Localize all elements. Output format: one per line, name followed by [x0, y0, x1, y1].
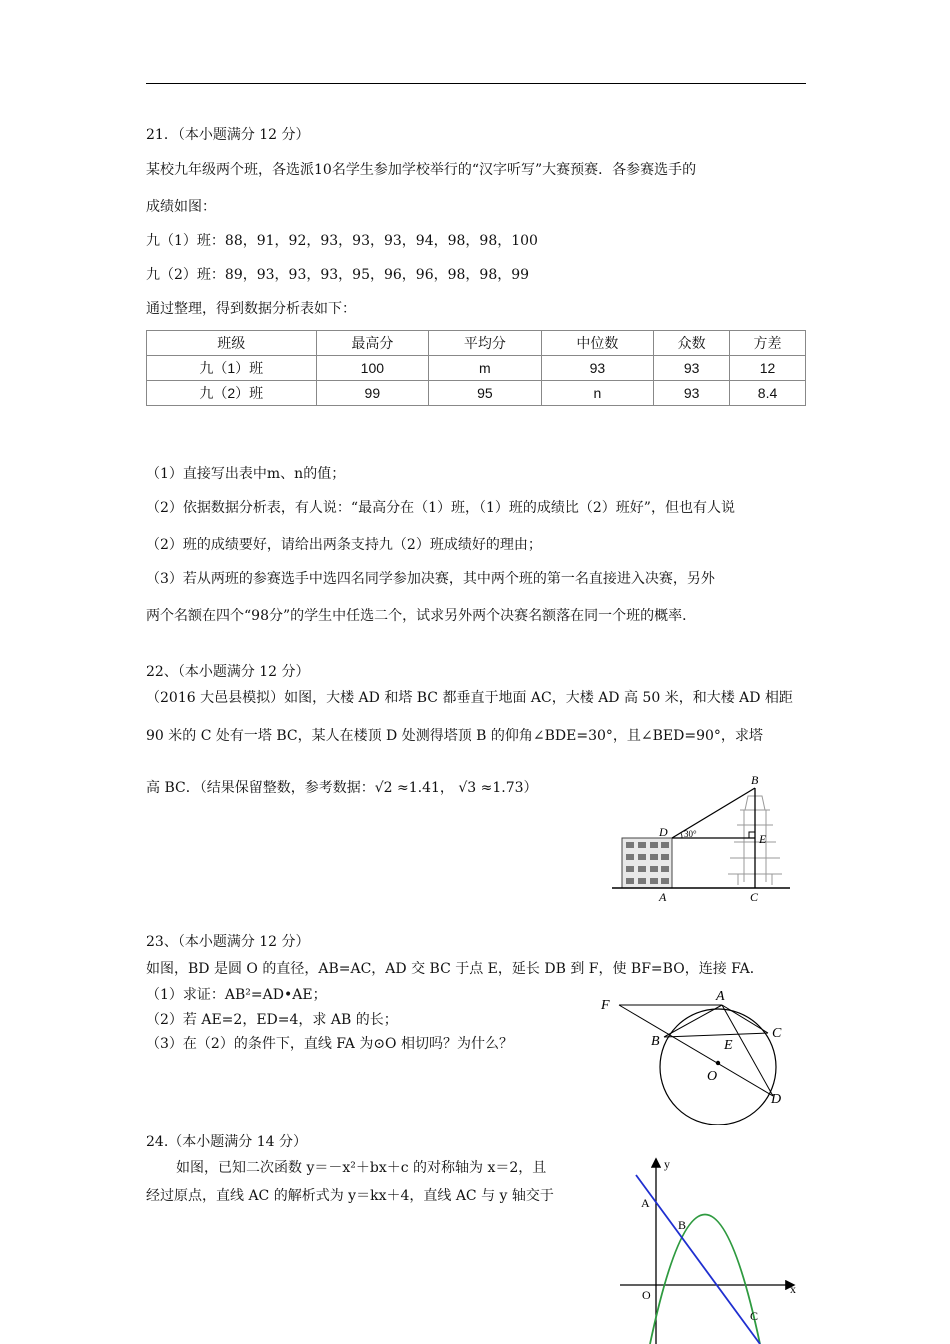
q21-intro-line2: 成绩如图： [146, 199, 216, 215]
parabola-curve [650, 1215, 760, 1344]
table-header-cell: 最高分 [316, 331, 429, 356]
label-o: O [642, 1288, 651, 1302]
q22-line3: 高 BC．（结果保留整数，参考数据：√2 ≈1.41， √3 ≈1.73） [146, 780, 538, 796]
table-cell: 8.4 [730, 381, 806, 406]
q24-figure [610, 1155, 805, 1344]
table-cell: 93 [654, 381, 730, 406]
q23-part3: （3）在（2）的条件下，直线 FA 为⊙O 相切吗？为什么？ [146, 1036, 513, 1052]
q24-line1: 如图，已知二次函数 y＝－x²＋bx＋c 的对称轴为 x＝2，且 [176, 1160, 547, 1176]
q21-table-intro: 通过整理，得到数据分析表如下： [146, 301, 356, 317]
label-e: E [759, 832, 767, 846]
line-ac [636, 1175, 760, 1344]
label-b: B [751, 773, 759, 787]
table-cell: 93 [654, 356, 730, 381]
label-b: B [678, 1218, 687, 1232]
axis-label-y: y [664, 1157, 670, 1171]
label-c: C [750, 1309, 759, 1323]
table-cell: 100 [316, 356, 429, 381]
label-c: C [772, 1026, 782, 1041]
label-d: D [771, 1092, 782, 1107]
q21-part3-line2: 两个名额在四个“98分”的学生中任选二个，试求另外两个决赛名额落在同一个班的概率． [146, 608, 697, 624]
table-header-row [147, 331, 806, 356]
table-cell: 95 [429, 381, 542, 406]
table-cell: 93 [541, 356, 654, 381]
label-a: A [716, 989, 725, 1004]
q23-figure [596, 985, 796, 1125]
label-o: O [707, 1069, 718, 1084]
table-header-cell: 中位数 [541, 331, 654, 356]
table-cell: 九（2）班 [147, 381, 317, 406]
q23-line1: 如图，BD 是圆 O 的直径，AB=AC，AD 交 BC 于点 E，延长 DB 到 F，使 BF=BO，连接 FA． [146, 961, 764, 977]
q21-part3-line1: （3）若从两班的参赛选手中选四名同学参加决赛，其中两个班的第一名直接进入决赛，另外 [146, 571, 715, 587]
table-header-cell: 平均分 [429, 331, 542, 356]
table-row [147, 356, 806, 381]
table-row [147, 381, 806, 406]
angle-label: 30° [684, 829, 697, 839]
building-icon [622, 838, 672, 888]
table-header-cell: 方差 [730, 331, 806, 356]
label-e: E [724, 1038, 733, 1053]
q21-intro-line1: 某校九年级两个班，各选派10名学生参加学校举行的“汉字听写”大赛预赛．各参赛选手的 [146, 162, 697, 178]
label-f: F [601, 998, 610, 1013]
q21-part2-line2: （2）班的成绩要好，请给出两条支持九（2）班成绩好的理由； [146, 537, 542, 553]
table-cell: 12 [730, 356, 806, 381]
axis-label-x: x [790, 1282, 796, 1296]
q24-heading: 24.（本小题满分 14 分） [146, 1134, 307, 1150]
q24-line2: 经过原点，直线 AC 的解析式为 y＝kx＋4，直线 AC 与 y 轴交于 [146, 1188, 554, 1204]
q21-heading: 21．（本小题满分 12 分） [146, 127, 310, 143]
q21-part1: （1）直接写出表中m、n的值； [146, 466, 346, 482]
label-b: B [651, 1034, 660, 1049]
q22-line1: （2016 大邑县模拟）如图，大楼 AD 和塔 BC 都垂直于地面 AC，大楼 AD 高 50 米，和大楼 AD 相距 [146, 690, 793, 706]
circle-o [660, 1009, 776, 1125]
table-cell: n [541, 381, 654, 406]
table-header-cell: 班级 [147, 331, 317, 356]
table-header-cell: 众数 [654, 331, 730, 356]
q21-class1-scores: 九（1）班：88，91，92，93，93，93，94，98，98，100 [146, 233, 538, 249]
q21-class2-scores: 九（2）班：89，93，93，93，95，96，96，98，98，99 [146, 267, 530, 283]
table-cell: 九（1）班 [147, 356, 317, 381]
q22-heading: 22、（本小题满分 12 分） [146, 664, 310, 680]
q23-heading: 23、（本小题满分 12 分） [146, 934, 310, 950]
table-cell: 99 [316, 381, 429, 406]
q22-line2: 90 米的 C 处有一塔 BC，某人在楼顶 D 处测得塔顶 B 的仰角∠BDE=30°，且∠BED=90°，求塔 [146, 728, 763, 744]
label-c: C [750, 890, 759, 904]
label-a: A [641, 1196, 650, 1210]
q22-figure [612, 770, 797, 905]
q21-part2-line1: （2）依据数据分析表，有人说：“最高分在（1）班，（1）班的成绩比（2）班好”，但也有人说 [146, 500, 735, 516]
header-rule [146, 83, 806, 84]
q23-part1: （1）求证：AB²=AD•AE； [146, 987, 327, 1003]
table-cell: m [429, 356, 542, 381]
label-a: A [659, 890, 667, 904]
q21-data-table [146, 330, 806, 406]
q23-part2: （2）若 AE=2，ED=4，求 AB 的长； [146, 1012, 398, 1028]
label-d: D [659, 825, 668, 839]
